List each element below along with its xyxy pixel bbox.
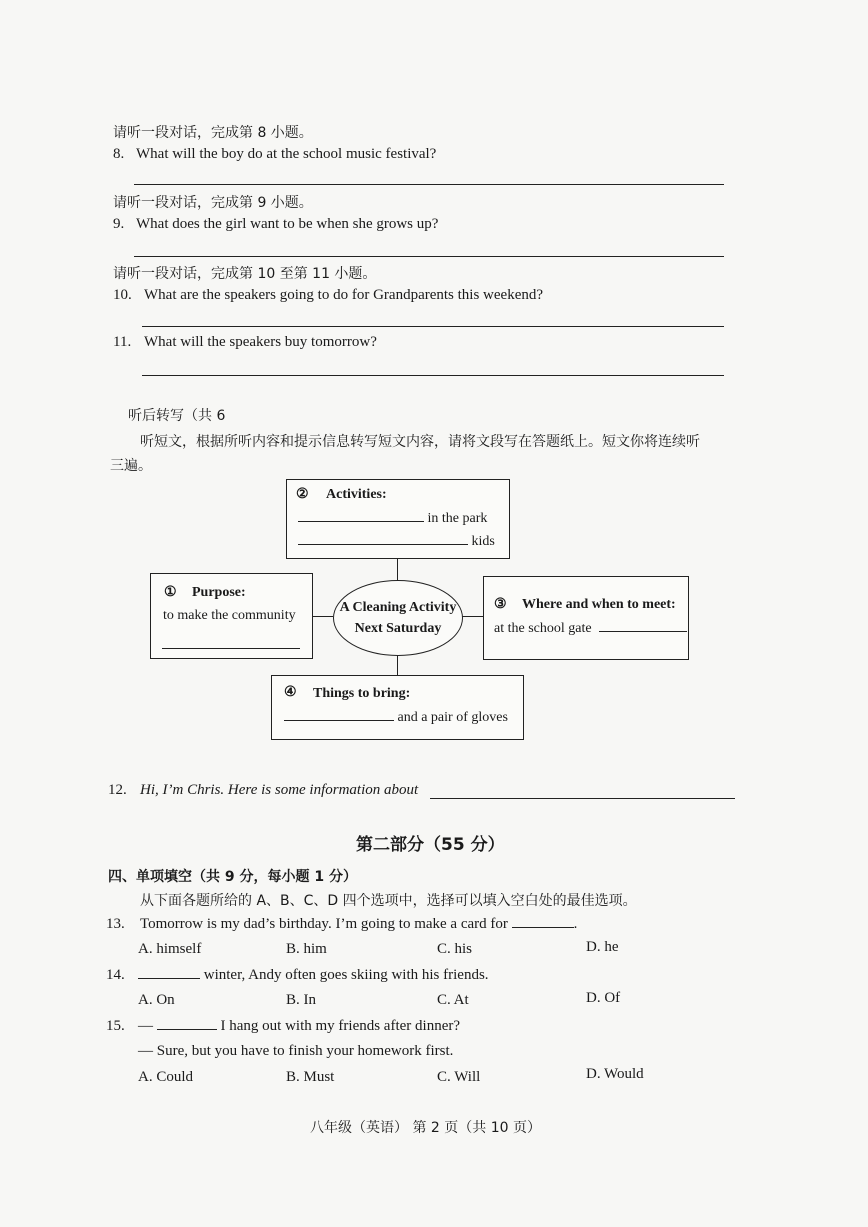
q14-stem-after: winter, Andy often goes skiing with his friends.	[203, 967, 489, 983]
purpose-title: Purpose:	[192, 585, 246, 600]
q14-option-a[interactable]: A. On	[138, 992, 175, 1008]
part2-section-heading: 四、单项填空（共 9 分，每小题 1 分）	[108, 869, 357, 885]
q12-text: Hi, I’m Chris. Here is some information about	[140, 782, 419, 798]
q15-option-d[interactable]: D. Would	[586, 1066, 644, 1082]
q15-option-c[interactable]: C. Will	[437, 1069, 481, 1085]
q11-text: What will the speakers buy tomorrow?	[144, 334, 377, 350]
bring-line1	[284, 710, 508, 726]
q8-answer-line[interactable]	[134, 184, 724, 185]
activities-blank-2[interactable]	[298, 544, 468, 545]
bring-blank[interactable]	[284, 720, 394, 721]
bring-line1-suffix: and a pair of gloves	[397, 710, 508, 725]
q13-option-b[interactable]: B. him	[286, 941, 327, 957]
transcription-instruction-line1: 听短文，根据所听内容和提示信息转写短文内容，请将文段写在答题纸上。短文你将连续听	[140, 434, 700, 450]
meet-title: Where and when to meet:	[522, 597, 676, 612]
page-footer: 八年级（英语） 第 2 页（共 10 页）	[310, 1120, 541, 1136]
part2-instruction: 从下面各题所给的 A、B、C、D 四个选项中，选择可以填入空白处的最佳选项。	[140, 893, 637, 909]
transcription-heading: 听后转写（共 6	[128, 408, 226, 424]
part2-title: 第二部分（55 分）	[356, 835, 505, 855]
q15-reply: — Sure, but you have to finish your homework first.	[138, 1043, 454, 1059]
q14-blank[interactable]	[138, 978, 200, 979]
q13-blank[interactable]	[512, 927, 574, 928]
q9-text: What does the girl want to be when she grows up?	[136, 216, 439, 232]
q15-option-a[interactable]: A. Could	[138, 1069, 194, 1085]
activities-marker: ②	[296, 487, 309, 502]
transcription-instruction-line2: 三遍。	[110, 458, 152, 474]
q13-option-c[interactable]: C. his	[437, 941, 473, 957]
q9-number: 9.	[113, 216, 125, 232]
q14-number: 14.	[106, 967, 125, 983]
activities-line2	[298, 534, 495, 550]
meet-line1-text: at the school gate	[494, 621, 592, 636]
bring-marker: ④	[284, 685, 297, 700]
activities-title: Activities:	[326, 487, 387, 502]
q12-answer-line[interactable]	[430, 798, 735, 799]
q13-option-a[interactable]: A. himself	[138, 941, 202, 957]
bring-title: Things to bring:	[313, 686, 411, 701]
center-ellipse	[333, 580, 463, 656]
purpose-blank[interactable]	[162, 648, 300, 649]
q15-blank[interactable]	[157, 1029, 217, 1030]
connector-bottom	[397, 655, 398, 675]
connector-top	[397, 558, 398, 580]
purpose-marker: ①	[164, 585, 177, 600]
q15-option-b[interactable]: B. Must	[286, 1069, 335, 1085]
q14-option-b[interactable]: B. In	[286, 992, 316, 1008]
activities-line1	[298, 511, 487, 527]
q13-stem	[140, 916, 577, 933]
q12-number: 12.	[108, 782, 127, 798]
q14-option-d[interactable]: D. Of	[586, 990, 621, 1006]
q11-number: 11.	[113, 334, 132, 350]
activities-line2-suffix: kids	[471, 534, 495, 549]
q10-answer-line[interactable]	[142, 326, 724, 327]
purpose-line1: to make the community	[163, 608, 296, 623]
bring-box	[271, 675, 524, 740]
meet-blank[interactable]	[599, 631, 687, 632]
q11-answer-line[interactable]	[142, 375, 724, 376]
center-line1: A Cleaning Activity	[339, 600, 457, 615]
q13-stem-before: Tomorrow is my dad’s birthday. I’m going to make a card for	[140, 916, 508, 932]
q9-instruction: 请听一段对话，完成第 9 小题。	[113, 195, 313, 211]
q15-stem-before: —	[138, 1018, 153, 1034]
center-line2: Next Saturday	[354, 621, 442, 636]
q15-number: 15.	[106, 1018, 125, 1034]
activities-blank-1[interactable]	[298, 521, 424, 522]
q13-number: 13.	[106, 916, 125, 932]
meet-marker: ③	[494, 597, 507, 612]
q15-stem-after: I hang out with my friends after dinner?	[220, 1018, 461, 1034]
q15-stem	[138, 1018, 460, 1035]
q9-answer-line[interactable]	[134, 256, 724, 257]
meet-line1	[494, 621, 687, 637]
q13-option-d[interactable]: D. he	[586, 939, 619, 955]
q14-option-c[interactable]: C. At	[437, 992, 469, 1008]
q14-stem	[138, 967, 489, 984]
q10-text: What are the speakers going to do for Grandparents this weekend?	[144, 287, 544, 303]
activities-line1-suffix: in the park	[427, 511, 488, 526]
connector-left	[311, 616, 333, 617]
q13-stem-after: .	[573, 916, 578, 932]
connector-right	[462, 616, 484, 617]
meet-box	[483, 576, 689, 660]
q10-11-instruction: 请听一段对话，完成第 10 至第 11 小题。	[113, 266, 377, 282]
q8-number: 8.	[113, 146, 125, 162]
q8-text: What will the boy do at the school music festival?	[136, 146, 437, 162]
q8-instruction: 请听一段对话，完成第 8 小题。	[113, 125, 313, 141]
q10-number: 10.	[113, 287, 132, 303]
